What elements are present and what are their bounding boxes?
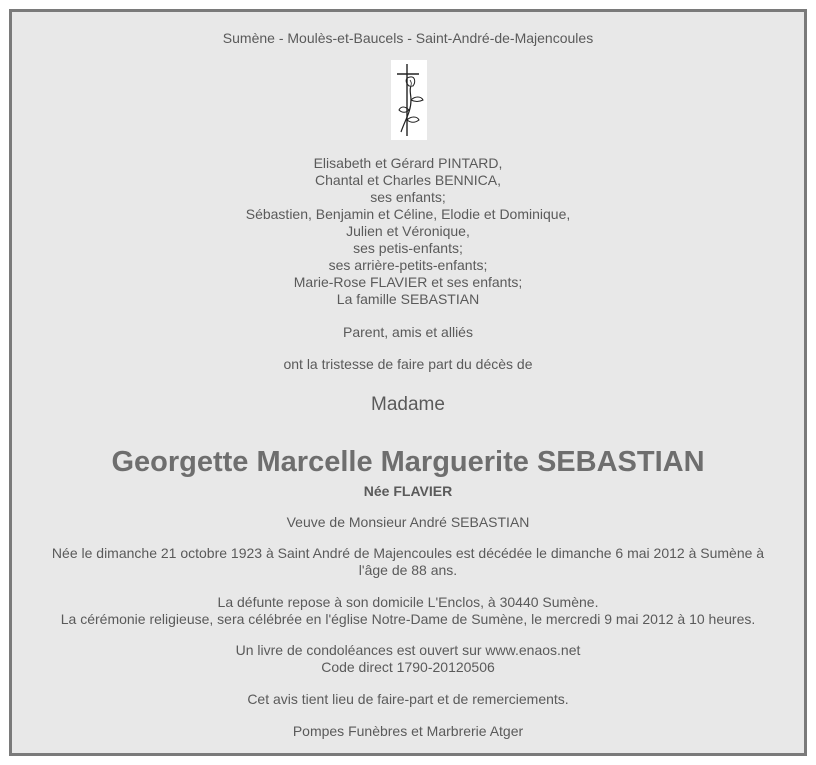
family-line: Sébastien, Benjamin et Céline, Elodie et Dominique, [245, 206, 571, 222]
deceased-name: Georgette Marcelle Marguerite SEBASTIAN [111, 446, 705, 478]
birth-death-info [32, 545, 784, 579]
announcement-line: ont la tristesse de faire part du décès de [283, 356, 533, 372]
family-line: Marie-Rose FLAVIER et ses enfants; [293, 274, 523, 290]
maiden-name: Née FLAVIER [363, 483, 453, 499]
condolence-line: Un livre de condoléances est ouvert sur www.enaos.net [235, 642, 581, 658]
family-line: ses petis-enfants; [353, 240, 463, 256]
ceremony-line: La cérémonie religieuse, sera célébrée en l'église Notre-Dame de Sumène, le mercredi 9 mai 2012 à 10 heures. [60, 611, 756, 627]
family-list [12, 155, 804, 308]
obituary-notice [9, 9, 807, 756]
birth-death-line: l'âge de 88 ans. [358, 562, 458, 578]
birth-death-line: Née le dimanche 21 octobre 1923 à Saint André de Majencoules est décédée le dimanche 6 mai 2012 à Sumène à [51, 545, 765, 561]
family-line: Julien et Véronique, [346, 223, 470, 239]
family-line: ses arrière-petits-enfants; [328, 257, 488, 273]
condolence-info [12, 642, 804, 676]
funeral-home-line: Pompes Funèbres et Marbrerie Atger [292, 723, 524, 739]
notice-line: Cet avis tient lieu de faire-part et de remerciements. [247, 691, 569, 707]
family-line: Chantal et Charles BENNICA, [315, 172, 501, 188]
widow-line: Veuve de Monsieur André SEBASTIAN [286, 514, 530, 530]
family-line: La famille SEBASTIAN [336, 291, 480, 307]
condolence-line: Code direct 1790-20120506 [321, 659, 495, 675]
cross-with-rose-icon [391, 60, 427, 140]
locations-header: Sumène - Moulès-et-Baucels - Saint-André-de-Majencoules [222, 30, 594, 46]
parents-line: Parent, amis et alliés [343, 324, 473, 340]
family-line: ses enfants; [370, 189, 446, 205]
ceremony-line: La défunte repose à son domicile L'Enclos, à 30440 Sumène. [217, 594, 599, 610]
honorific-title: Madame [371, 394, 445, 415]
family-line: Elisabeth et Gérard PINTARD, [313, 155, 503, 171]
ceremony-info [12, 594, 804, 628]
